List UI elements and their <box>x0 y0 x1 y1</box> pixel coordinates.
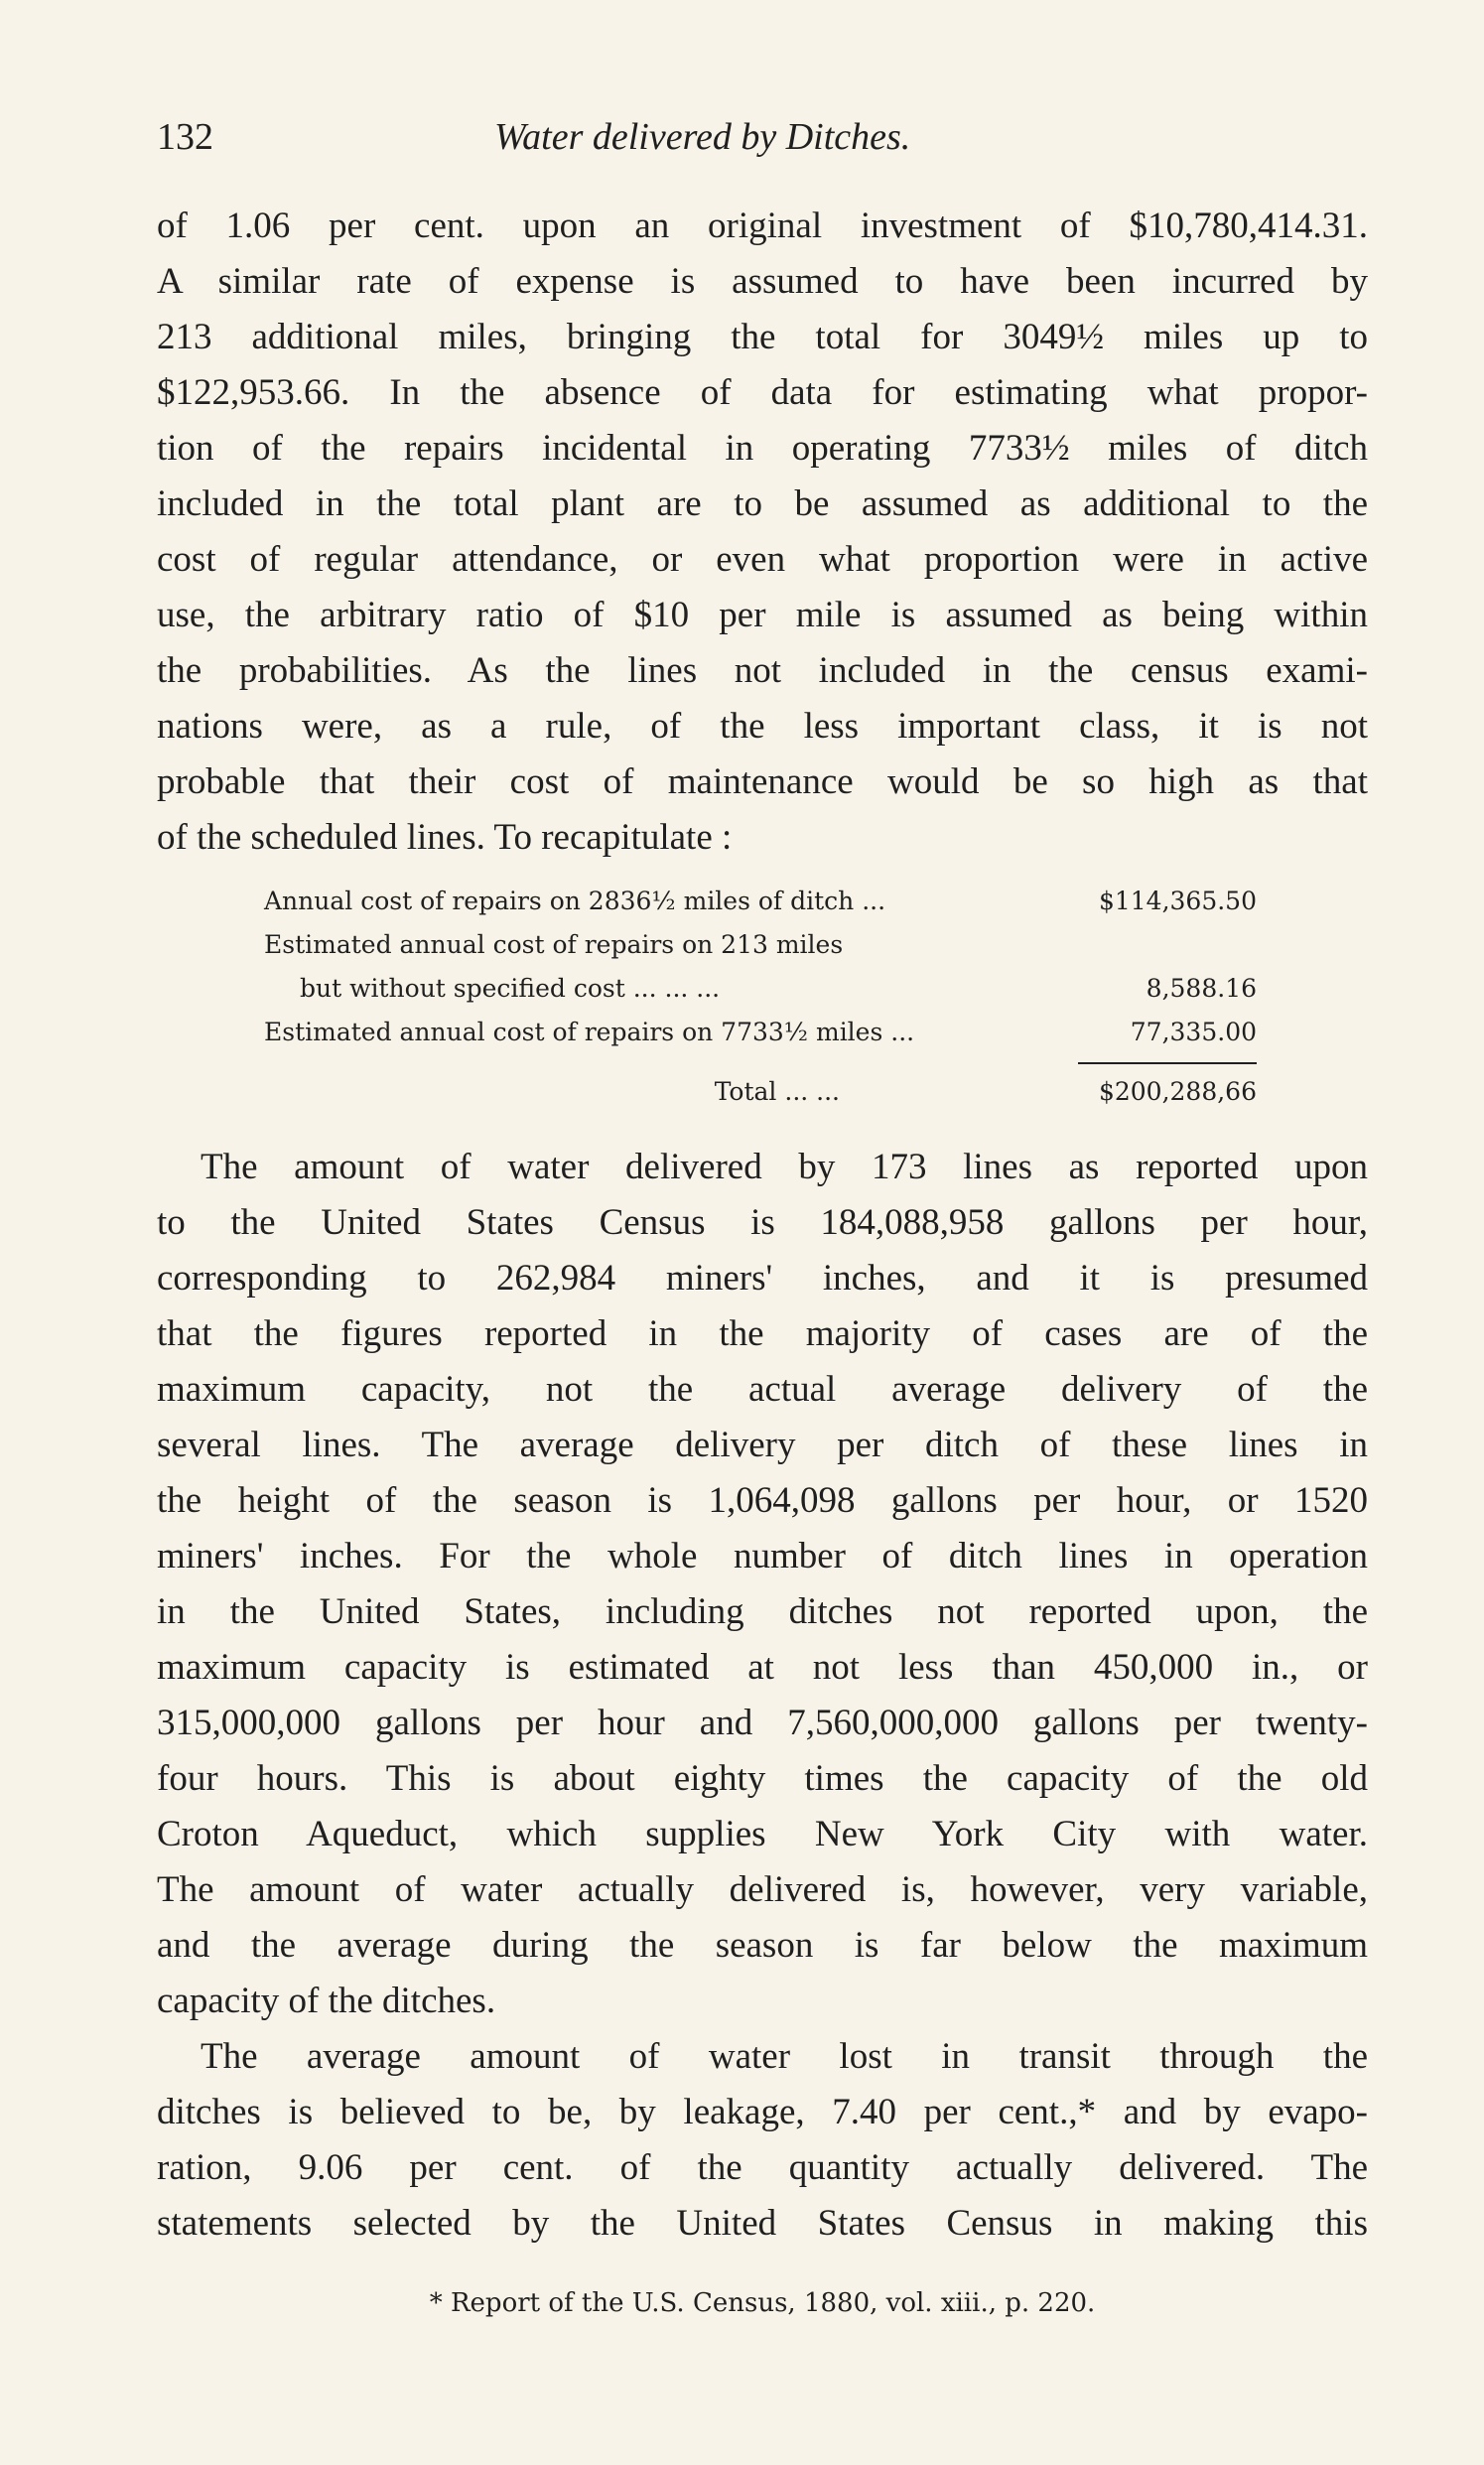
text-line: tion of the repairs incidental in operating 7733½ miles of ditch <box>157 428 1368 469</box>
text-line: maximum capacity is estimated at not less than 450,000 in., or <box>157 1647 1368 1688</box>
total-amount: $200,288,66 <box>1098 1077 1257 1106</box>
footnote: * Report of the U.S. Census, 1880, vol. xiii., p. 220. <box>429 2288 1096 2318</box>
text-line: of the scheduled lines. To recapitulate : <box>157 817 733 858</box>
paragraph-1 <box>157 199 1368 866</box>
text-line: several lines. The average delivery per ditch of these lines in <box>157 1425 1368 1465</box>
recap-amount: 8,588.16 <box>1146 974 1257 1003</box>
total-rule <box>1078 1062 1257 1064</box>
text-line: corresponding to 262,984 miners' inches, and it is presumed <box>157 1258 1368 1299</box>
text-line: The amount of water delivered by 173 lines as reported upon <box>201 1147 1368 1187</box>
recap-amount: 77,335.00 <box>1130 1018 1257 1046</box>
text-line: 315,000,000 gallons per hour and 7,560,000,000 gallons per twenty- <box>157 1703 1368 1743</box>
recap-amount: $114,365.50 <box>1098 887 1257 915</box>
recap-label: Estimated annual cost of repairs on 213 miles <box>264 930 844 959</box>
text-line: Croton Aqueduct, which supplies New York City with water. <box>157 1814 1368 1854</box>
text-line: probable that their cost of maintenance would be so high as that <box>157 761 1368 802</box>
total-label: Total ... ... <box>714 1077 840 1106</box>
text-line: 213 additional miles, bringing the total for 3049½ miles up to <box>157 317 1368 357</box>
text-line: to the United States Census is 184,088,958 gallons per hour, <box>157 1202 1368 1243</box>
text-line: nations were, as a rule, of the less important class, it is not <box>157 706 1368 747</box>
text-line: the height of the season is 1,064,098 gallons per hour, or 1520 <box>157 1480 1368 1521</box>
text-line: the probabilities. As the lines not included in the census exami- <box>157 650 1368 691</box>
text-line: use, the arbitrary ratio of $10 per mile is assumed as being within <box>157 595 1368 635</box>
paragraph-2 <box>157 1140 1368 2029</box>
recap-row <box>264 880 1257 923</box>
recap-row <box>264 1011 1257 1054</box>
text-line: in the United States, including ditches not reported upon, the <box>157 1591 1368 1632</box>
text-line: capacity of the ditches. <box>157 1981 496 2021</box>
text-line: The average amount of water lost in transit through the <box>201 2036 1368 2077</box>
recap-label: but without specified cost ... ... ... <box>300 974 721 1003</box>
text-line: maximum capacity, not the actual average delivery of the <box>157 1369 1368 1410</box>
text-line: statements selected by the United States Census in making this <box>157 2203 1368 2244</box>
text-line: cost of regular attendance, or even what proportion were in active <box>157 539 1368 580</box>
text-line: A similar rate of expense is assumed to have been incurred by <box>157 261 1368 302</box>
text-line: $122,953.66. In the absence of data for estimating what propor- <box>157 372 1368 413</box>
recap-label: Estimated annual cost of repairs on 7733½ miles ... <box>264 1018 915 1046</box>
text-line: and the average during the season is far below the maximum <box>157 1925 1368 1966</box>
text-line: of 1.06 per cent. upon an original investment of $10,780,414.31. <box>157 205 1368 246</box>
text-line: The amount of water actually delivered is, however, very variable, <box>157 1869 1368 1910</box>
text-line: four hours. This is about eighty times the capacity of the old <box>157 1758 1368 1799</box>
running-title: Water delivered by Ditches. <box>494 116 911 158</box>
text-line: ration, 9.06 per cent. of the quantity actually delivered. The <box>157 2147 1368 2188</box>
text-line: ditches is believed to be, by leakage, 7.40 per cent.,* and by evapo- <box>157 2092 1368 2132</box>
page-number: 132 <box>157 116 213 158</box>
text-line: that the figures reported in the majority of cases are of the <box>157 1313 1368 1354</box>
page-header <box>157 107 1368 167</box>
recap-total-row <box>264 1062 1257 1122</box>
text-line: miners' inches. For the whole number of ditch lines in operation <box>157 1536 1368 1576</box>
text-line: included in the total plant are to be assumed as additional to the <box>157 483 1368 524</box>
recap-label: Annual cost of repairs on 2836½ miles of ditch ... <box>264 887 886 915</box>
recap-row <box>264 923 1257 967</box>
paragraph-3 <box>157 2029 1368 2252</box>
recap-row <box>264 967 1257 1011</box>
recapitulation-table <box>264 880 1257 1122</box>
body-text <box>157 199 1368 2252</box>
